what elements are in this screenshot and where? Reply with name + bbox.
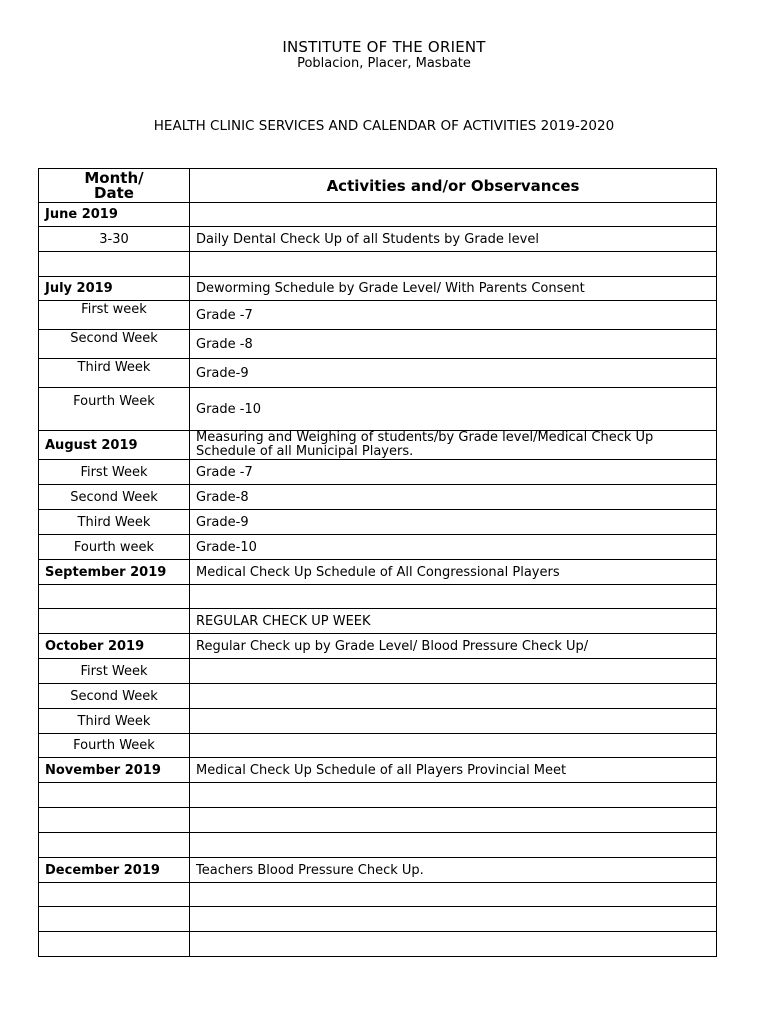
date-cell: Second Week [39, 684, 190, 709]
activity-cell [190, 252, 717, 277]
activity-cell: REGULAR CHECK UP WEEK [190, 609, 717, 634]
activity-cell [190, 585, 717, 609]
date-cell: 3-30 [39, 227, 190, 252]
date-cell: November 2019 [39, 758, 190, 783]
date-cell: First Week [39, 460, 190, 485]
month-date-header-line2: Date [94, 183, 134, 202]
activity-cell [190, 783, 717, 808]
activity-cell: Grade-9 [190, 510, 717, 535]
date-cell: Third Week [39, 510, 190, 535]
date-cell: First week [39, 301, 190, 330]
institute-address: Poblacion, Placer, Masbate [297, 56, 471, 71]
table-row [39, 277, 717, 301]
activity-cell: Regular Check up by Grade Level/ Blood Pressure Check Up/ [190, 634, 717, 659]
activities-table [38, 168, 717, 957]
activity-cell [190, 808, 717, 833]
month-date-header-line1: Month/ [84, 168, 144, 187]
table-row [39, 388, 717, 431]
table-row [39, 359, 717, 388]
table-row [39, 560, 717, 585]
activity-cell [190, 883, 717, 907]
table-row [39, 510, 717, 535]
table-row [39, 833, 717, 858]
table-row [39, 252, 717, 277]
activity-cell: Grade-8 [190, 485, 717, 510]
date-cell [39, 907, 190, 932]
activity-cell: Daily Dental Check Up of all Students by Grade level [190, 227, 717, 252]
date-cell: August 2019 [39, 431, 190, 460]
activity-cell [190, 833, 717, 858]
activity-cell [190, 684, 717, 709]
table-row [39, 883, 717, 907]
date-cell [39, 932, 190, 957]
date-cell: Fourth week [39, 535, 190, 560]
table-row [39, 330, 717, 359]
document-title: HEALTH CLINIC SERVICES AND CALENDAR OF ACTIVITIES 2019-2020 [153, 118, 615, 134]
table-header-row [39, 169, 717, 203]
activity-cell: Grade -8 [190, 330, 717, 359]
activity-cell: Grade-10 [190, 535, 717, 560]
date-cell: July 2019 [39, 277, 190, 301]
date-cell: September 2019 [39, 560, 190, 585]
table-row [39, 634, 717, 659]
table-row [39, 659, 717, 684]
table-row [39, 535, 717, 560]
table-row [39, 460, 717, 485]
activity-cell [190, 203, 717, 227]
activity-cell: Grade -10 [190, 388, 717, 431]
activity-cell [190, 709, 717, 734]
table-row [39, 301, 717, 330]
date-cell: October 2019 [39, 634, 190, 659]
date-cell: June 2019 [39, 203, 190, 227]
activity-cell: Medical Check Up Schedule of all Players Provincial Meet [190, 758, 717, 783]
date-cell: Fourth Week [39, 388, 190, 431]
table-row [39, 932, 717, 957]
table-row [39, 907, 717, 932]
month-date-header [39, 169, 190, 203]
table-row [39, 227, 717, 252]
date-cell [39, 252, 190, 277]
date-cell [39, 883, 190, 907]
table-row [39, 783, 717, 808]
activity-cell [190, 659, 717, 684]
table-row [39, 734, 717, 758]
table-row [39, 858, 717, 883]
activity-cell: Grade -7 [190, 301, 717, 330]
date-cell: December 2019 [39, 858, 190, 883]
table-row [39, 485, 717, 510]
table-row [39, 709, 717, 734]
table-row [39, 808, 717, 833]
activity-cell: Teachers Blood Pressure Check Up. [190, 858, 717, 883]
activity-cell [190, 734, 717, 758]
table-row [39, 758, 717, 783]
date-cell: Third Week [39, 359, 190, 388]
date-cell [39, 833, 190, 858]
activity-cell: Deworming Schedule by Grade Level/ With Parents Consent [190, 277, 717, 301]
date-cell: Second Week [39, 330, 190, 359]
table-row [39, 431, 717, 460]
date-cell: Third Week [39, 709, 190, 734]
date-cell [39, 808, 190, 833]
date-cell: Second Week [39, 485, 190, 510]
institute-name: INSTITUTE OF THE ORIENT [282, 38, 486, 56]
date-cell [39, 609, 190, 634]
date-cell: First Week [39, 659, 190, 684]
table-row [39, 203, 717, 227]
date-cell [39, 585, 190, 609]
activities-header: Activities and/or Observances [190, 169, 717, 203]
table-row [39, 684, 717, 709]
activity-cell [190, 907, 717, 932]
activity-cell [190, 932, 717, 957]
activity-cell: Medical Check Up Schedule of All Congressional Players [190, 560, 717, 585]
table-row [39, 609, 717, 634]
activity-cell: Grade -7 [190, 460, 717, 485]
activity-cell: Grade-9 [190, 359, 717, 388]
activity-cell: Measuring and Weighing of students/by Grade level/Medical Check Up Schedule of all Municipal Players. [190, 431, 717, 460]
date-cell [39, 783, 190, 808]
date-cell: Fourth Week [39, 734, 190, 758]
table-row [39, 585, 717, 609]
